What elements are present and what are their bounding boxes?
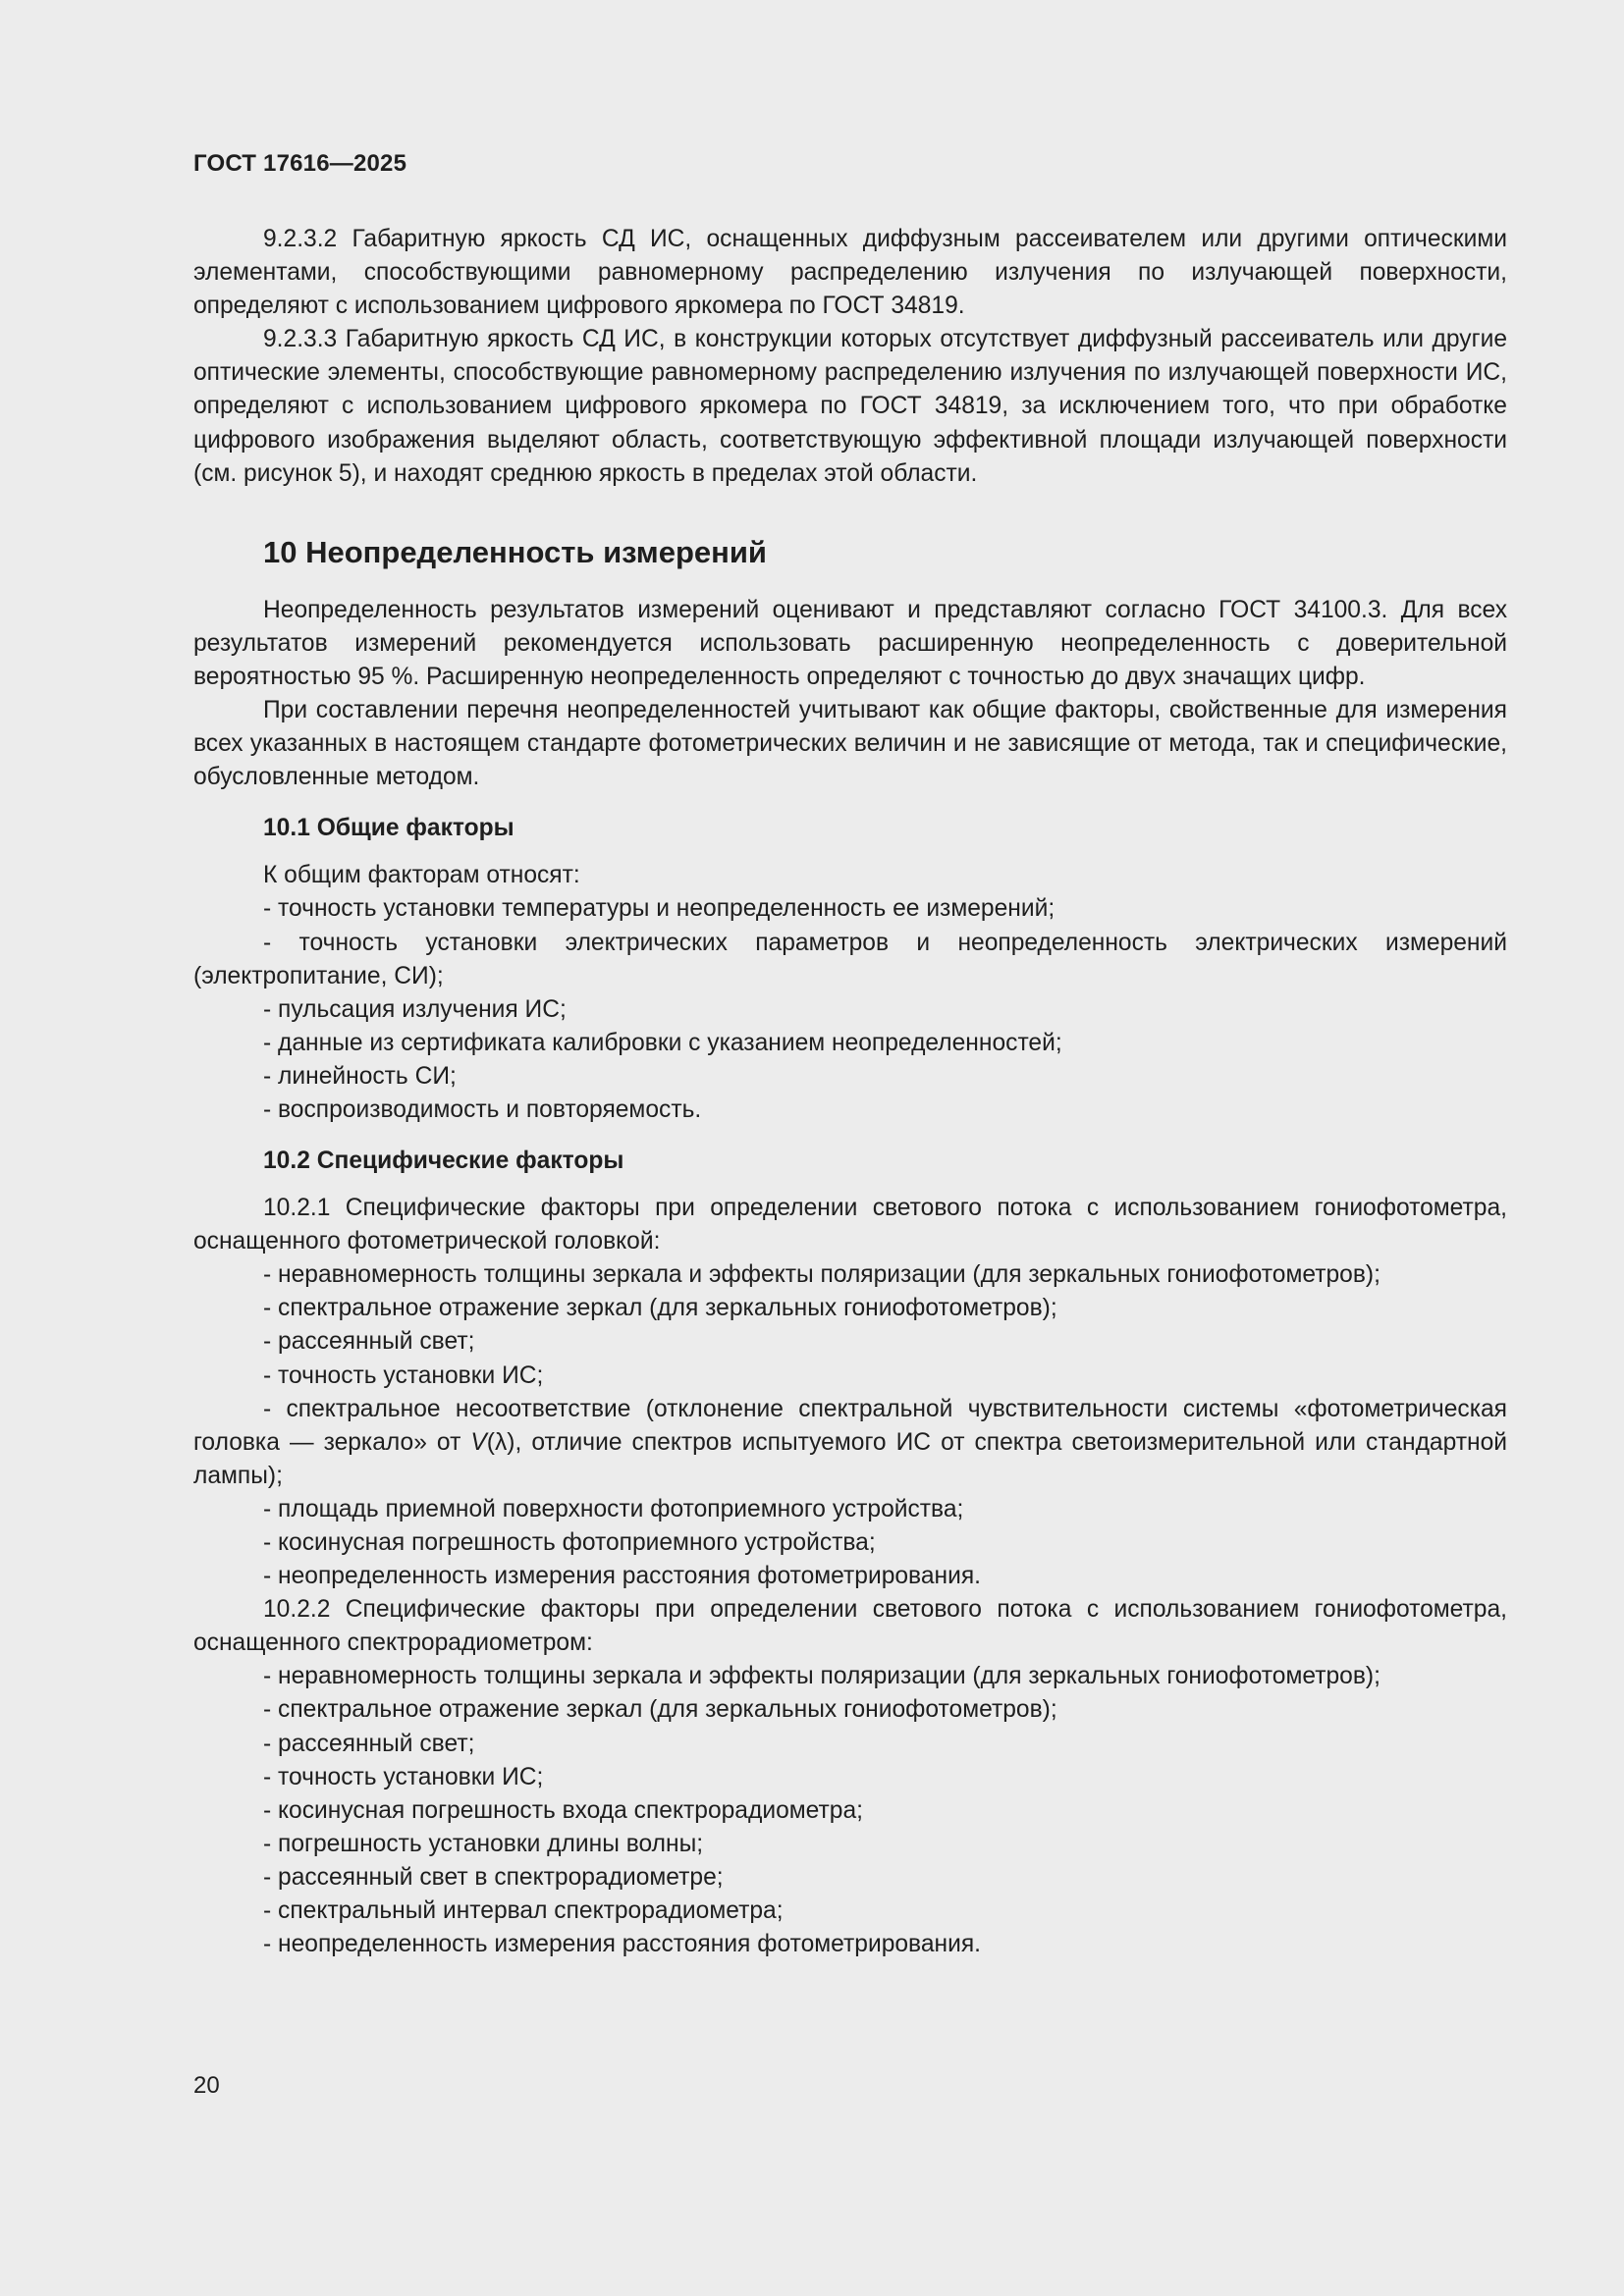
list-item: - рассеянный свет; <box>263 1730 475 1757</box>
list-item: - линейность СИ; <box>263 1062 457 1090</box>
list-item: - точность установки электрических параметров и неопределенность электрических измерений (электропитание, СИ); <box>193 929 1507 989</box>
list-item: - точность установки температуры и неопределенность ее измерений; <box>263 895 1056 923</box>
spectral-text-end: (λ), отличие спектров испытуемого ИС от спектра светоизмерительной или стандартной лампы); <box>193 1428 1507 1489</box>
spectral-text-start: - спектральное несоответствие (отклонение спектральной чувствительности системы «фотометрическая головка — зеркало» от <box>193 1395 1507 1456</box>
document-body <box>193 223 1507 1961</box>
list-item: - неравномерность толщины зеркала и эффекты поляризации (для зеркальных гониофотометров); <box>263 1663 1380 1690</box>
page-number: 20 <box>193 2072 220 2099</box>
paragraph-10-2-2: 10.2.2 Специфические факторы при определении светового потока с использованием гониофотометра, оснащенного спектрорадиометром: <box>193 1596 1507 1657</box>
list-item: - неопределенность измерения расстояния фотометрирования. <box>263 1563 981 1590</box>
list-item: - рассеянный свет в спектрорадиометре; <box>263 1863 724 1891</box>
list-item: - неравномерность толщины зеркала и эффекты поляризации (для зеркальных гониофотометров); <box>263 1261 1380 1289</box>
list-item: - данные из сертификата калибровки с указанием неопределенностей; <box>263 1029 1062 1056</box>
list-item: - точность установки ИС; <box>263 1362 544 1389</box>
document-header: ГОСТ 17616—2025 <box>193 150 407 177</box>
list-item: - точность установки ИС; <box>263 1763 544 1790</box>
list-item: - косинусная погрешность фотоприемного устройства; <box>263 1529 876 1556</box>
section-10-paragraph: Неопределенность результатов измерений оценивают и представляют согласно ГОСТ 34100.3. Для всех результатов измерений рекомендуется использовать расширенную неопределенность с доверительной вероятностью 95 %. Расширенную неопределенность определяют с точностью до двух значащих цифр. <box>193 596 1507 690</box>
v-lambda-symbol: V <box>470 1428 487 1456</box>
list-item: - неопределенность измерения расстояния фотометрирования. <box>263 1931 981 1958</box>
list-intro: К общим факторам относят: <box>263 862 580 889</box>
list-item: - косинусная погрешность входа спектрорадиометра; <box>263 1796 863 1824</box>
section-10-paragraph: При составлении перечня неопределенностей учитывают как общие факторы, свойственные для измерения всех указанных в настоящем стандарте фотометрических величин и не зависящие от метода, так и специфические, обусловленные методом. <box>193 697 1507 791</box>
list-item: - пульсация излучения ИС; <box>263 995 567 1023</box>
list-item-spectral-mismatch <box>193 1393 1507 1493</box>
paragraph-10-2-1: 10.2.1 Специфические факторы при определении светового потока с использованием гониофотометра, оснащенного фотометрической головкой: <box>193 1195 1507 1255</box>
subsection-10-2-title: 10.2 Специфические факторы <box>263 1148 624 1175</box>
subsection-10-1-title: 10.1 Общие факторы <box>263 815 514 842</box>
list-item: - спектральный интервал спектрорадиометра; <box>263 1897 784 1925</box>
list-item: - площадь приемной поверхности фотоприемного устройства; <box>263 1495 964 1522</box>
list-item: - погрешность установки длины волны; <box>263 1830 704 1857</box>
list-item: - рассеянный свет; <box>263 1328 475 1356</box>
section-10-title: 10 Неопределенность измерений <box>263 534 767 569</box>
list-item: - спектральное отражение зеркал (для зеркальных гониофотометров); <box>263 1295 1057 1322</box>
list-item: - воспроизводимость и повторяемость. <box>263 1095 702 1123</box>
paragraph-9-2-3-2: 9.2.3.2 Габаритную яркость СД ИС, оснащенных диффузным рассеивателем или другими оптическими элементами, способствующими равномерному распределению излучения по излучающей поверхности, определяют с использованием цифрового яркомера по ГОСТ 34819. <box>193 226 1507 320</box>
list-item: - спектральное отражение зеркал (для зеркальных гониофотометров); <box>263 1696 1057 1724</box>
paragraph-9-2-3-3: 9.2.3.3 Габаритную яркость СД ИС, в конструкции которых отсутствует диффузный рассеиватель или другие оптические элементы, способствующие равномерному распределению излучения по излучающей поверхности ИС, определяют с использованием цифрового яркомера по ГОСТ 34819, за исключением того, что при обработке цифрового изображения выделяют область, соответствующую эффективной площади излучающей поверхности (см. рисунок 5), и находят среднюю яркость в пределах этой области. <box>193 326 1507 487</box>
